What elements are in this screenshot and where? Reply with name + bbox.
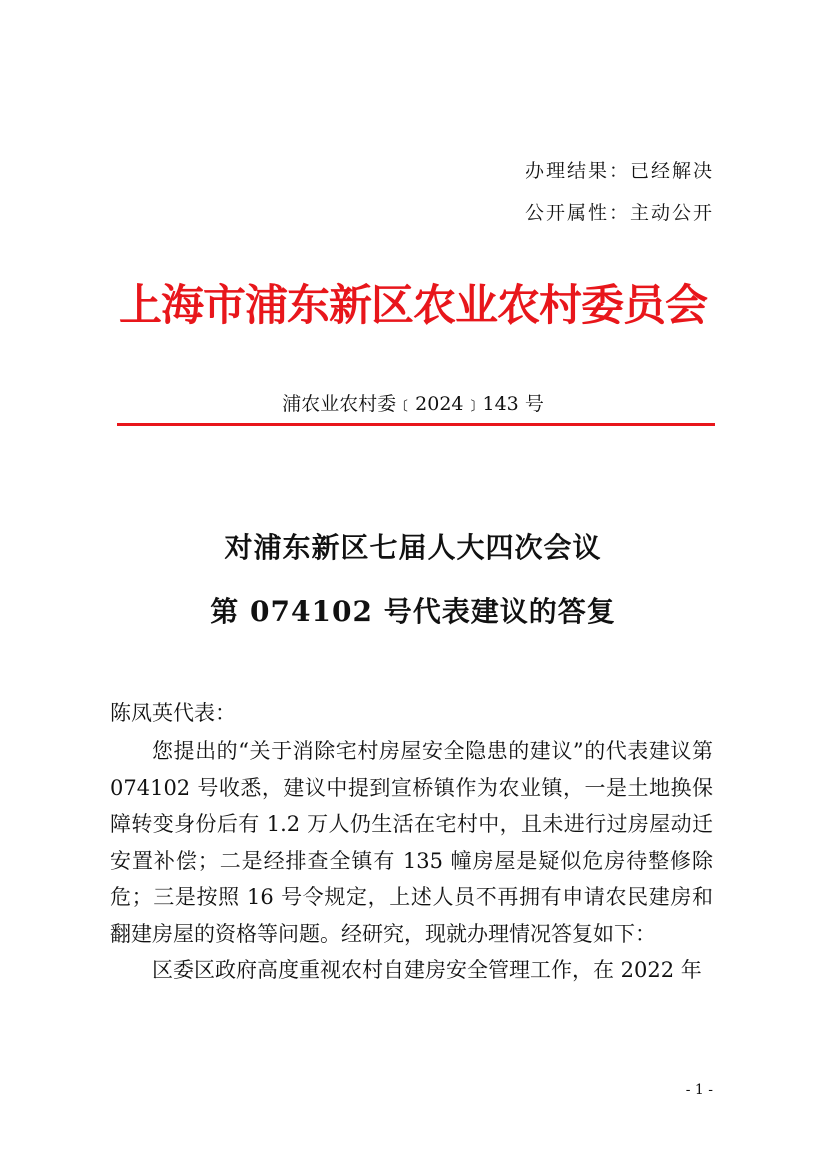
paragraph-2: 区委区政府高度重视农村自建房安全管理工作，在 2022 年	[152, 958, 702, 982]
page-number: - 1 -	[685, 1082, 713, 1098]
letter-body	[110, 733, 713, 989]
paragraph-1: 您提出的“关于消除宅村房屋安全隐患的建议”的代表建议第 074102 号收悉，建议中提到宣桥镇作为农业镇，一是土地换保障转变身份后有 1.2 万人仍生活在宅村中，且未进行过房屋动迁安置补偿；二是经排查全镇有 135 幢房屋是疑似危房待整修除危；三是按照 16 号令规定，上述人员不再拥有申请农民建房和翻建房屋的资格等问题。经研究，现就办理情况答复如下：	[110, 739, 713, 946]
salutation: 陈凤英代表：	[110, 701, 236, 725]
disclosure-attribute: 公开属性：主动公开	[524, 202, 714, 224]
document-number: 浦农业农村委﹝2024﹞143 号	[282, 393, 544, 415]
organization-header: 上海市浦东新区农业农村委员会	[119, 281, 707, 331]
red-divider-line	[117, 423, 715, 426]
document-title-line-2: 第 074102 号代表建议的答复	[210, 595, 616, 628]
document-title-line-1: 对浦东新区七届人大四次会议	[224, 531, 602, 564]
handling-result: 办理结果：已经解决	[524, 160, 714, 182]
